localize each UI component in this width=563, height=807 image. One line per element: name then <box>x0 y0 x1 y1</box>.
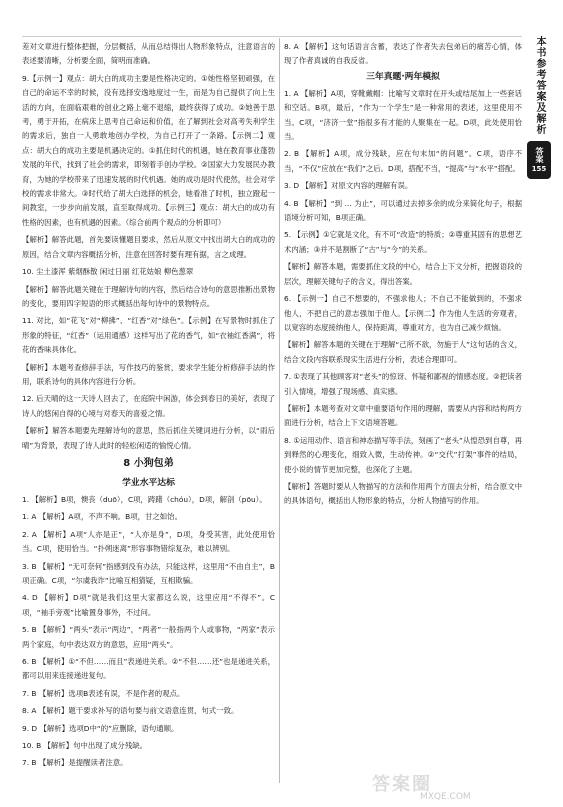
watermark-url: MXQE.COM <box>420 792 471 802</box>
paragraph: 7. B 【解析】选项B表述有误，不是作者的观点。 <box>22 688 185 698</box>
paragraph: 7. B 【解析】是提醒读者注意。 <box>22 758 128 768</box>
paragraph: 8. A 【解析】题干要求补写的语句要与前文语意连贯，句式一致。 <box>22 706 239 716</box>
paragraph: 6. B 【解析】①“不但……而且”表递进关系。②“不但……还”也是递进关系，都可以用来连接递进复句。 <box>22 657 275 681</box>
paragraph: 2. B 【解析】A项，成分残缺，应在句末加“的问题”。C项，语序不当，“不仅”应放在“我们”之后。D项，搭配不当，“提高”与“水平”搭配。 <box>284 149 522 173</box>
lesson-title: 8 小狗包弟 <box>123 457 174 469</box>
sidebar <box>527 36 551 186</box>
paragraph: 【解析】本题考查对文章中重要语句作用的理解，需要从内容和结构两方面进行分析，结合上下文语境答题。 <box>284 403 522 428</box>
paragraph: 4. D 【解析】D项“就是我们这里大家都这么说，这里应用“不得不”。C项，“袖手旁观”比喻置身事外，不过问。 <box>22 593 275 617</box>
paragraph: 5. 【示例】①它就是文化，有不可“改造”的特质；②尊重其固有的思想艺术内涵；③并不是割断了“古”与“今”的关系。 <box>284 230 522 254</box>
paragraph: 【解析】答题时要从人物描写的方法和作用两个方面去分析，结合原文中的具体语句，概括出人物形象的特点，分析人物描写的作用。 <box>284 481 522 506</box>
watermark-logo: 答案圈 <box>372 774 432 795</box>
paragraph: 5. B 【解析】“两头”表示“两边”，“两者”一般指两个人或事物，“两家”表示两个家庭，句中表达双方的意思，应用“两头”。 <box>22 625 275 649</box>
page-number: 155 <box>531 165 547 173</box>
section-title-right: 三年真题·两年模拟 <box>366 71 440 82</box>
tab-label: 答案 <box>535 147 544 163</box>
paragraph: 【解析】解答本题要先理解诗句的意思，然后抓住关键词进行分析，以“雨后晴”为背景，表现了诗人此时的轻松闲适的愉悦心情。 <box>22 426 275 450</box>
paragraph: 1. 【解析】B项，懊丧（duō），C项，踌躇（chóu），D项，解剖（pōu）。 <box>22 494 267 504</box>
left-bottom-paragraphs <box>22 493 275 771</box>
left-top-paragraphs <box>22 40 275 453</box>
section-title-left: 学业水平达标 <box>122 477 175 488</box>
paragraph: 【解析】解答此题，首先要读懂题目要求，然后从原文中找出胡大白的成功的原因，结合文章内容概括分析，注意在回答时要有理有据，言之成理。 <box>22 235 275 259</box>
paragraph: 11. 对比，如“花飞”对“柳拂”、“红香”对“绿色”。【示例】在写景物时抓住了形象的特征，“红香”（运用通感）这样写出了花的香气，如“衣袖红香满”，将花的香味具体化。 <box>22 316 275 355</box>
column-divider <box>279 38 280 783</box>
paragraph: 9. D 【解析】选项D中“的”应删除，语句通顺。 <box>22 723 179 733</box>
paragraph: 10. 尘土漆浑 紫烟酥散 闲过日丽 红花姑娘 柳色葱翠 <box>22 267 194 277</box>
right-top-paragraphs <box>284 40 522 69</box>
paragraph: 1. A 【解析】A项，穿靴戴帽：比喻写文章时在开头或结尾加上一些套话和空话。B项，最后，“作为一个学生”是一种常用的表述，这里使用不当。C项，“济济一堂”指很多有才能的人聚集在一起。D项，此处使用恰当。 <box>284 88 522 142</box>
paragraph: 【解析】解答本题，需要抓住文段的中心，结合上下文分析，把握语段的层次，理解关键句子的含义，得出答案。 <box>284 262 522 286</box>
paragraph: 6. 【示例一】自己不想要的，不强求他人；不自己不能做到的，不强求他人，不把自己的意志强加于他人。【示例二】作为他人生活的旁观者，以宽容的态度接纳他人，保持距离，尊重对方，也为自己减少烦恼。 <box>284 294 522 332</box>
paragraph: 9.【示例一】观点：胡大白的成功主要是性格决定的。①她性格坚韧顽强，在自己的命运不幸的时候，没有选择安逸地度过一生，而是为自己提供了向上生活的方向，在面临艰难的创业之路上毫不退缩，最终获得了成功。②她善于思考，勇于开拓，在病床上思考自己命运和价值，在了解到社会对高考失利学生的需求后，独自一人勇敢地创办学校，为自己打开了一条路。【示例二】观点：胡大白的成功主要是机遇决定的。①抓住时代的机遇，她在教育事业蓬勃发展的年代，找到了社会的需求，即刻着手创办学校。②国家大力发展民办教育，为她的学校带来了迅速发展的时代机遇。她的成功是时代使然，社会对学校的需求非常大。③时代给了胡大白选择的机会，她看准了时机，独立蹬起一间教室，一步步向前发展，直至取得成功。【示例三】观点：胡大白的成功有性格的因素，也有机遇的因素。（综合前两个观点的分析即可） <box>22 73 275 227</box>
header-rule <box>22 36 522 37</box>
paragraph: 【解析】解答本题的关键在于理解“己所不欲，勿施于人”这句话的含义，结合文段内容联系现实生活进行分析，表述合理即可。 <box>284 340 522 364</box>
paragraph: 8. ①运用动作、语言和神态描写等手法，刻画了“老头”从惶恐到自尊，再到释然的心理变化，细致入微，生动传神。②“交代”打架”事件的结局，使小说的情节更加完整，也深化了主题。 <box>284 435 523 474</box>
paragraph: 【解析】本题考查修辞手法，写作技巧的鉴赏，要求学生能分析修辞手法的作用，联系诗句的具体内容进行分析。 <box>22 362 275 386</box>
answer-tab <box>527 141 551 179</box>
paragraph: 7. ①表现了其他顾客对“老头”的惊讶、怀疑和鄙视的情感态度。②把读者引入情境，增强了现场感、真实感。 <box>284 372 522 396</box>
sidebar-title: 本书参考答案及解析 <box>534 36 545 135</box>
paragraph: 10. B 【解析】句中出现了成分残缺。 <box>22 741 147 751</box>
right-column <box>284 40 522 509</box>
paragraph: 12. 后天晴的这一天诗人回去了，在庭院中闲游，体会到春日的美好，表现了诗人的悠闲自得的心境与对春天的喜爱之情。 <box>22 394 275 418</box>
paragraph: 【解析】解答此题关键在于理解诗句的内容，然后结合诗句的意思推断出景物的变化，要用四字短语的形式概括出每句诗中的景物特点。 <box>22 284 275 308</box>
paragraph: 2. A 【解析】A项“人亦是正”，“人亦是身”，D项，身受其害，此处使用恰当。C项，使用恰当。“扑朔迷离”形容事物错综复杂，难以辨别。 <box>22 529 275 554</box>
paragraph: 4. B 【解析】“到 … 为止”，可以通过去掉多余的成分来简化句子，根据语境分析可知，B项正确。 <box>284 198 522 223</box>
paragraph: 8. A 【解析】这句话语言含蓄，表达了作者失去包弟后的痛苦心情，体现了作者真诚的自我反省。 <box>284 42 522 66</box>
left-column <box>22 40 275 771</box>
right-bottom-paragraphs <box>284 87 522 509</box>
paragraph: 3. D 【解析】对原文内容的理解有误。 <box>284 181 413 191</box>
paragraph: 3. B 【解析】“无可奈何”指感到没有办法，只能这样，这里用“不由自主”，B项正确。C项，“尔虞我诈”比喻互相猜疑，互相欺骗。 <box>22 561 275 585</box>
paragraph: 1. A 【解析】A项，不声不响。B项，甘之如饴。 <box>22 512 182 522</box>
paragraph: 差对文章进行整体把握，分层概括，从而总结得出人物形象特点，注意语言的表述要清晰，分析要全面，简明而准确。 <box>22 42 275 66</box>
